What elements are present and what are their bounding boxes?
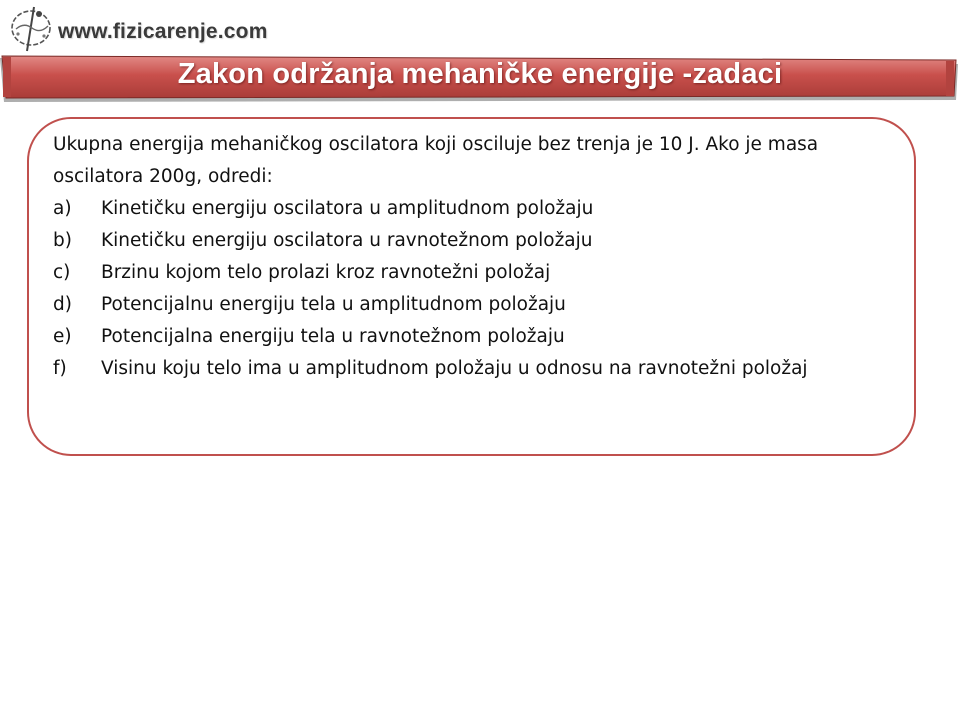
- task-item-letter: c): [53, 262, 71, 283]
- task-item-c: [53, 257, 893, 289]
- task-item-e: [53, 321, 893, 353]
- task-item-text: Visinu koju telo ima u amplitudnom položaju u odnosu na ravnotežni položaj: [101, 358, 808, 379]
- task-item-f: [53, 353, 893, 385]
- task-content: [53, 129, 893, 385]
- task-item-letter: d): [53, 294, 72, 315]
- task-list: [53, 193, 893, 385]
- task-item-letter: f): [53, 358, 67, 379]
- task-item-d: [53, 289, 893, 321]
- task-item-a: [53, 193, 893, 225]
- title-banner: [0, 50, 960, 106]
- site-logo[interactable]: [6, 4, 306, 52]
- task-item-text: Kinetičku energiju oscilatora u ravnotežnom položaju: [101, 230, 593, 251]
- task-intro: Ukupna energija mehaničkog oscilatora koji osciluje bez trenja je 10 J. Ako je masa oscilatora 200g, odredi:: [53, 134, 819, 187]
- task-item-b: [53, 225, 893, 257]
- task-item-letter: a): [53, 198, 72, 219]
- site-url[interactable]: www.fizicarenje.com: [58, 20, 268, 43]
- task-item-text: Potencijalnu energiju tela u amplitudnom položaju: [101, 294, 566, 315]
- task-item-text: Potencijalna energiju tela u ravnotežnom položaju: [101, 326, 565, 347]
- task-item-letter: b): [53, 230, 72, 251]
- stick-figure-circle-logo-icon: [6, 4, 60, 54]
- task-item-letter: e): [53, 326, 72, 347]
- task-item-text: Brzinu kojom telo prolazi kroz ravnotežni položaj: [101, 262, 551, 283]
- task-item-text: Kinetičku energiju oscilatora u amplitudnom položaju: [101, 198, 594, 219]
- slide-title: Zakon održanja mehaničke energije -zadaci: [177, 58, 783, 90]
